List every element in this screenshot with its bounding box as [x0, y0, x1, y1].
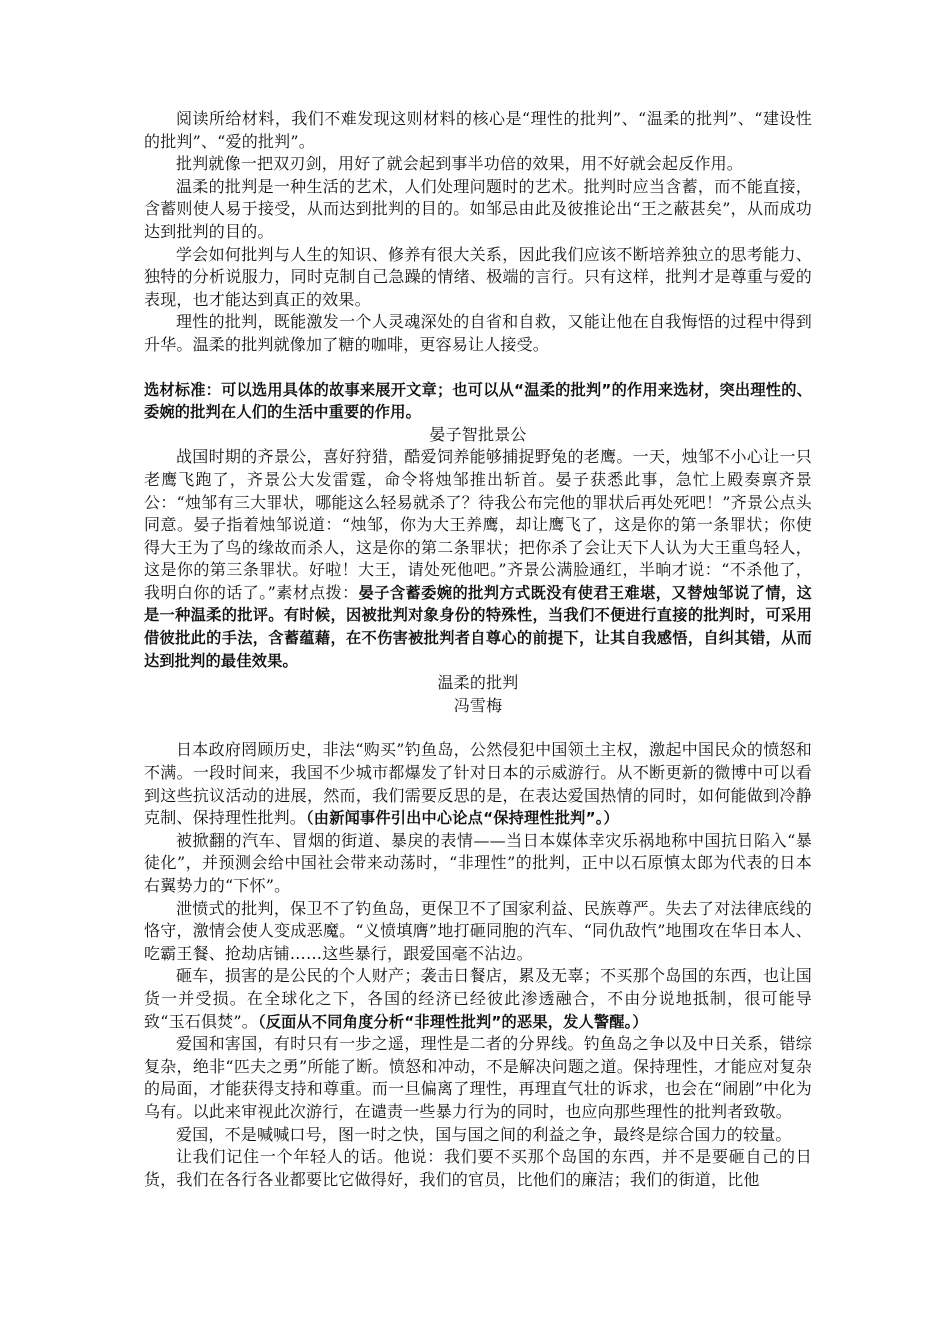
- essay-paragraph-4: [144, 965, 812, 1033]
- essay-paragraph-5: 爱国和害国，有时只有一步之遥，理性是二者的分界线。钓鱼岛之争以及中日关系，错综复杂，绝非“匹夫之勇”所能了断。愤怒和冲动，不是解决问题之道。保持理性，才能应对复杂的局面，才能获得支持和尊重。而一旦偏离了理性，再理直气壮的诉求，也会在“闹剧”中化为乌有。以此来审视此次游行，在谴责一些暴力行为的同时，也应向那些理性的批判者致敬。: [144, 1034, 812, 1121]
- story-title: 晏子智批景公: [429, 424, 527, 444]
- intro-paragraph-5: 理性的批判，既能激发一个人灵魂深处的自省和自救，又能让他在自我悔悟的过程中得到升华。温柔的批判就像加了糖的咖啡，更容易让人接受。: [144, 312, 812, 354]
- intro-paragraph-3: 温柔的批判是一种生活的艺术，人们处理问题时的艺术。批判时应当含蓄，而不能直接，含蓄则使人易于接受，从而达到批判的目的。如邹忌由此及彼推论出“王之蔽甚矣”，从而成功达到批判的目的。: [144, 176, 812, 241]
- essay-paragraph-6: 爱国，不是喊喊口号，图一时之快，国与国之间的利益之争，最终是综合国力的较量。: [176, 1124, 792, 1144]
- story-comment: 晏子含蓄委婉的批判方式既没有使君王难堪，又替烛邹说了情，这是一种温柔的批评。有时候，因被批判对象身份的特殊性，当我们不便进行直接的批判时，可采用借彼批此的手法，含蓄蕴藉，在不伤害被批判者自尊心的前提下，让其自我感悟，自纠其错，从而达到批判的最佳效果。: [144, 583, 812, 670]
- essay-p1-text: 日本政府罔顾历史，非法“购买”钓鱼岛，公然侵犯中国领土主权，激起中国民众的愤怒和不满。一段时间来，我国不少城市都爆发了针对日本的示威游行。从不断更新的微博中可以看到这些抗议活动的进展，然而，我们需要反思的是，在表达爱国热情的同时，如何能做到冷静克制、保持理性批判。: [144, 740, 812, 828]
- intro-paragraph-4: 学会如何批判与人生的知识、修养有很大关系，因此我们应该不断培养独立的思考能力、独特的分析说服力，同时克制自己急躁的情绪、极端的言行。只有这样，批判才是尊重与爱的表现，也才能达到真正的效果。: [144, 244, 812, 309]
- essay-paragraph-7: 让我们记住一个年轻人的话。他说：我们要不买那个岛国的东西，并不是要砸自己的日货，我们在各行各业都要比它做得好，我们的官员，比他们的廉洁；我们的街道，比他: [144, 1147, 812, 1189]
- intro-paragraph-1: 阅读所给材料，我们不难发现这则材料的核心是“理性的批判”、“温柔的批判”、“建设性的批判”、“爱的批判”。: [144, 109, 812, 151]
- essay-paragraph-2: 被掀翻的汽车、冒烟的街道、暴戾的表情——当日本媒体幸灾乐祸地称中国抗日陷入“暴徒化”，并预测会给中国社会带来动荡时，“非理性”的批判，正中以石原慎太郎为代表的日本右翼势力的“下怀”。: [144, 830, 812, 895]
- blank-line: [144, 357, 812, 379]
- story-body: [144, 446, 812, 672]
- essay-p1-note: （由新闻事件引出中心论点“保持理性批判”。）: [306, 809, 619, 828]
- essay-paragraph-3: 泄愤式的批判，保卫不了钓鱼岛，更保卫不了国家利益、民族尊严。失去了对法律底线的恪守，激情会使人变成恶魔。“义愤填膺”地打砸同胞的汽车、“同仇敌忾”地围攻在华日本人、吃霸王餐、抢劫店铺……这些暴行，跟爱国毫不沾边。: [144, 898, 812, 963]
- story-text: 战国时期的齐景公，喜好狩猎，酷爱饲养能够捕捉野兔的老鹰。一天，烛邹不小心让一只老鹰飞跑了，齐景公大发雷霆，命令将烛邹推出斩首。晏子获悉此事，急忙上殿奏禀齐景公：“烛邹有三大罪状，哪能这么轻易就杀了？待我公布完他的罪状后再处死吧！”齐景公点头同意。晏子指着烛邹说道：“烛邹，你为大王养鹰，却让鹰飞了，这是你的第一条罪状；你使得大王为了鸟的缘故而杀人，这是你的第二条罪状；把你杀了会让天下人认为大王重鸟轻人，这是你的第三条罪状。好啦！大王，请处死他吧。”齐景公满脸通红，半晌才说：“不杀他了，我明白你的话了。”素材点拨：: [144, 447, 812, 602]
- essay-p4-text: 砸车，损害的是公民的个人财产；袭击日餐店，累及无辜；不买那个岛国的东西，也让国货一并受损。在全球化之下，各国的经济已经彼此渗透融合，不由分说地抵制，很可能导致“玉石俱焚”。: [144, 966, 812, 1031]
- document-page: [144, 108, 812, 1191]
- intro-paragraph-2: 批判就像一把双刃剑，用好了就会起到事半功倍的效果，用不好就会起反作用。: [176, 154, 744, 174]
- essay-author: 冯雪梅: [453, 695, 503, 715]
- essay-p4-note: （反面从不同角度分析“非理性批判”的恶果，发人警醒。）: [257, 1012, 648, 1031]
- blank-line: [144, 717, 812, 739]
- selection-criteria: 选材标准：可以选用具体的故事来展开文章；也可以从“温柔的批判”的作用来选材，突出理性的、委婉的批判在人们的生活中重要的作用。: [144, 380, 812, 422]
- essay-title: 温柔的批判: [437, 673, 519, 693]
- essay-paragraph-1: [144, 739, 812, 829]
